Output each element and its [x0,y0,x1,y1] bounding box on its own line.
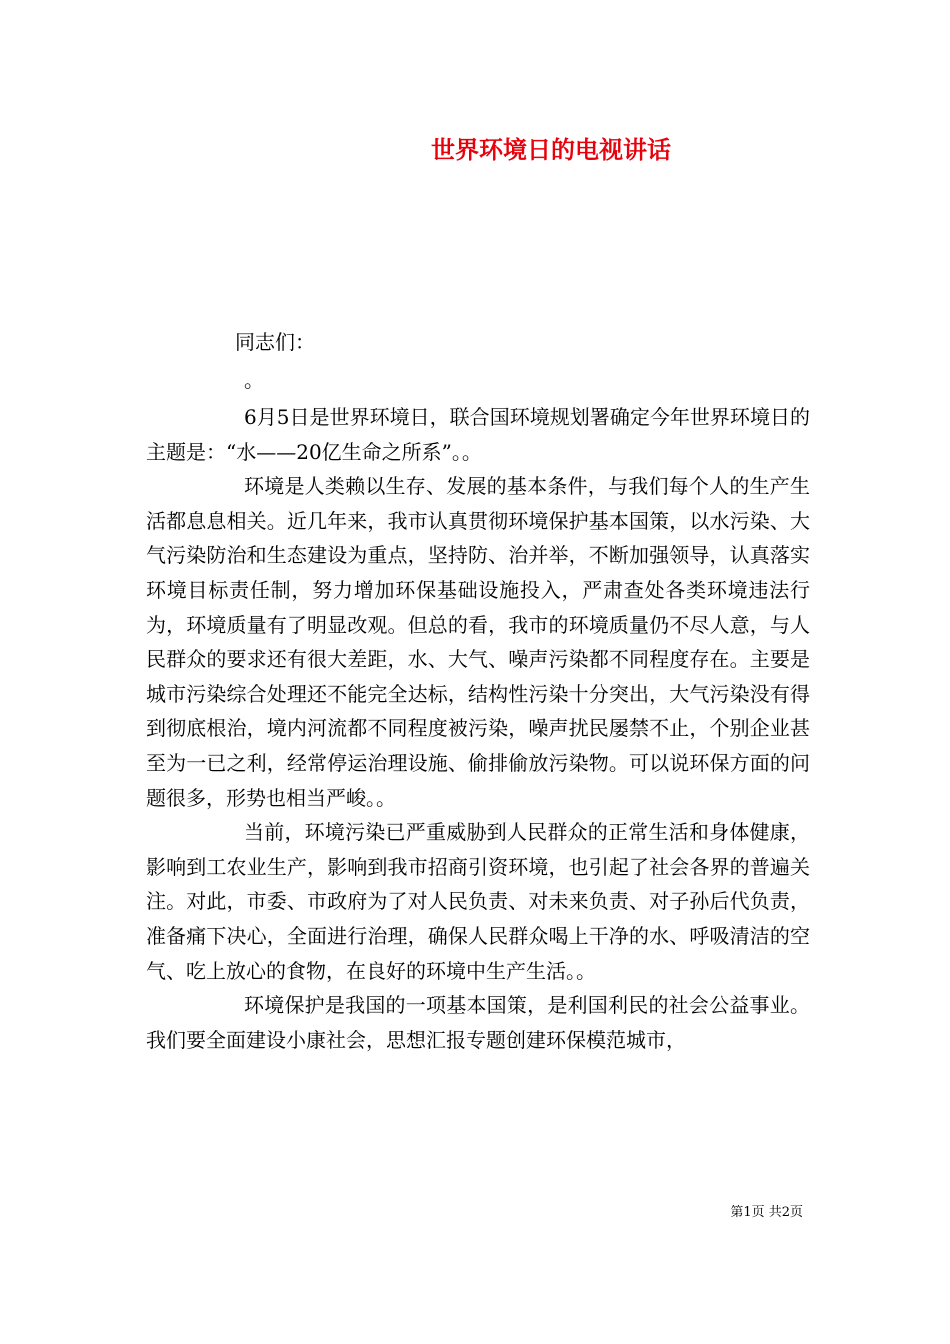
paragraph-1: 6月5日是世界环境日，联合国环境规划署确定今年世界环境日的主题是：“水——20亿生命之所系”。。 [146,405,810,464]
paragraph-4: 环境保护是我国的一项基本国策，是利国利民的社会公益事业。我们要全面建设小康社会，思想汇报专题创建环保模范城市， [146,993,810,1052]
document-body [146,400,810,1057]
document-title: 世界环境日的电视讲话 [431,135,671,164]
paragraph-3: 当前，环境污染已严重威胁到人民群众的正常生活和身体健康，影响到工农业生产，影响到我市招商引资环境，也引起了社会各界的普遍关注。对此，市委、市政府为了对人民负责、对未来负责、对子孙后代负责，准备痛下决心，全面进行治理，确保人民群众喝上干净的水、呼吸清洁的空气、吃上放心的食物，在良好的环境中生产生活。。 [146,820,810,983]
greeting: 同志们： [235,330,315,354]
dot-line: 。 [244,368,264,392]
page-footer: 第1页 共2页 [730,1205,803,1220]
paragraph-2: 环境是人类赖以生存、发展的基本条件，与我们每个人的生产生活都息息相关。近几年来，我市认真贯彻环境保护基本国策，以水污染、大气污染防治和生态建设为重点，坚持防、治并举，不断加强领导，认真落实环境目标责任制，努力增加环保基础设施投入，严肃查处各类环境违法行为，环境质量有了明显改观。但总的看，我市的环境质量仍不尽人意，与人民群众的要求还有很大差距，水、大气、噪声污染都不同程度存在。主要是城市污染综合处理还不能完全达标，结构性污染十分突出，大气污染没有得到彻底根治，境内河流都不同程度被污染，噪声扰民屡禁不止，个别企业甚至为一已之利，经常停运治理设施、偷排偷放污染物。可以说环保方面的问题很多，形势也相当严峻。。 [146,474,810,810]
